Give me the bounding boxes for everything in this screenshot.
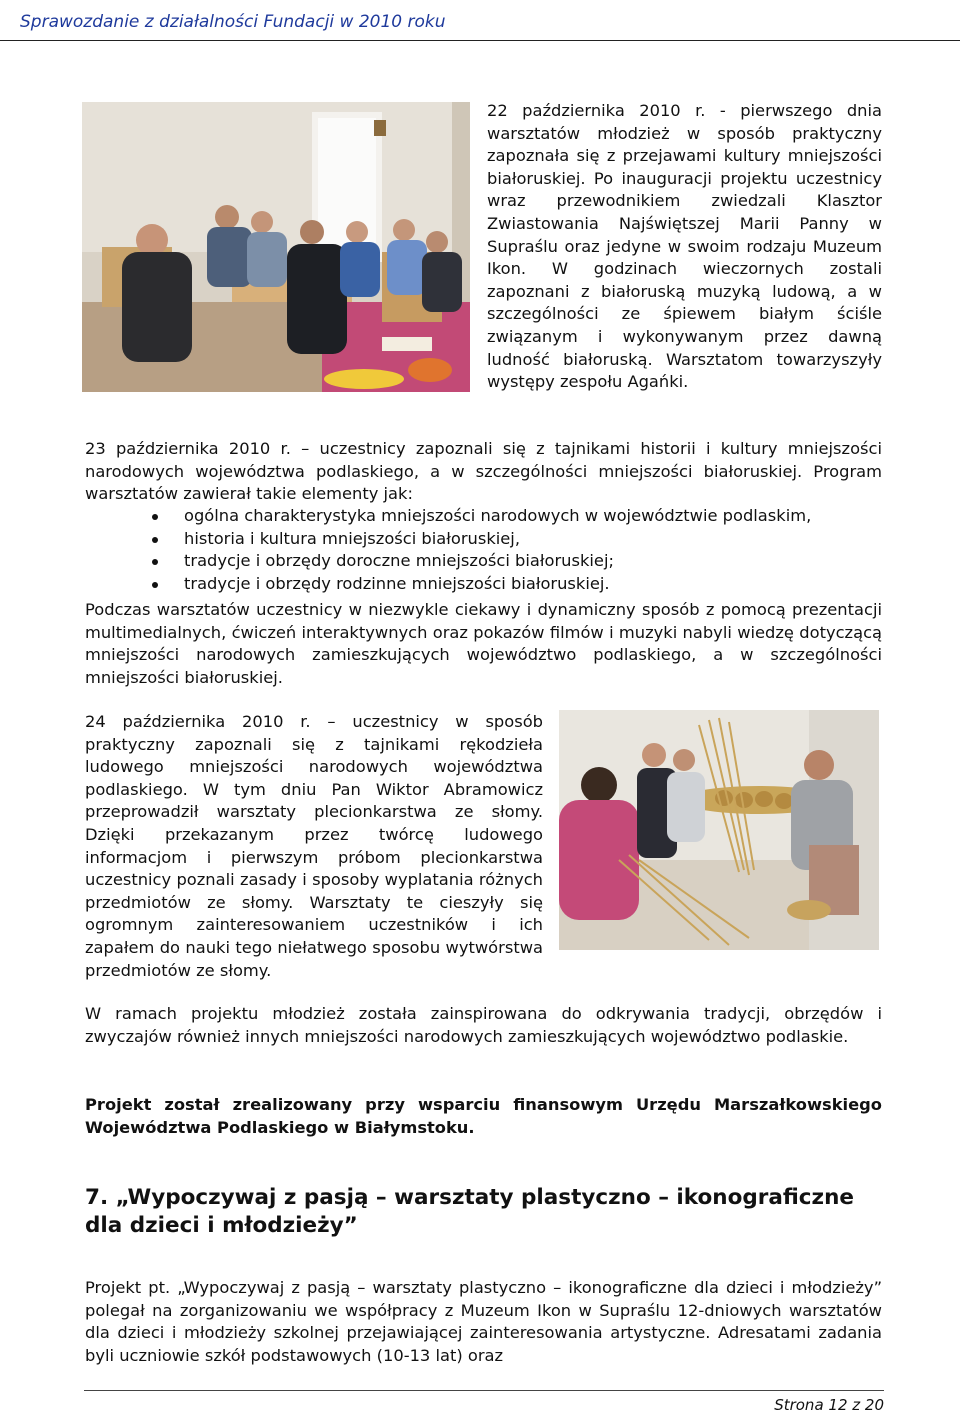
paragraph-inspired: W ramach projektu młodzież została zainspirowana do odkrywania tradycji, obrzędów i zwyczajów również innych mniejszości narodowych zamieszkujących województwo podlaskie.	[85, 1004, 882, 1046]
list-item: tradycje i obrzędy doroczne mniejszości białoruskiej;	[140, 550, 811, 573]
paragraph-during-workshops: Podczas warsztatów uczestnicy w niezwykle ciekawy i dynamiczny sposób z pomocą prezentacji multimedialnych, ćwiczeń interaktywnych oraz pokazów filmów i muzyki nabyli wiedzę dotyczącą mniejszości narodowych zamieszkujących województwo podlaskiego, a w szczególności mniejszości białoruskiej.	[85, 600, 882, 687]
list-item: tradycje i obrzędy rodzinne mniejszości białoruskiej.	[140, 573, 811, 596]
section-heading: 7. „Wypoczywaj z pasją – warsztaty plastyczno – ikonograficzne dla dzieci i młodzieży”	[85, 1185, 854, 1238]
list-item: historia i kultura mniejszości białoruskiej,	[140, 528, 811, 551]
paragraph-october-24: 24 października 2010 r. – uczestnicy w sposób praktyczny zapoznali się z tajnikami rękodzieła ludowego mniejszości narodowych województwa podlaskiego. W tym dniu Pan Wiktor Abramowicz przeprowadził warsztaty plecionkarstwa ze słomy. Dzięki przekazanym przez twórcę ludowego informacjom i pierwszym próbom plecionkarstwa uczestnicy poznali zasady i sposoby wyplatania różnych przedmiotów ze słomy. Warsztaty te cieszyły się ogromnym zainteresowaniem uczestników i ich zapałem do nauki tego niełatwego sposobu wytwórstwa przedmiotów ze słomy.	[85, 712, 543, 980]
list-item: ogólna charakterystyka mniejszości narodowych w województwie podlaskim,	[140, 505, 811, 528]
header-divider	[0, 40, 960, 41]
paragraph-funding: Projekt został zrealizowany przy wsparciu finansowym Urzędu Marszałkowskiego Województwa Podlaskiego w Białymstoku.	[85, 1095, 882, 1137]
photo-workshop-room	[82, 102, 470, 392]
photo-straw-weaving	[559, 710, 879, 950]
page-number: Strona 12 z 20	[774, 1396, 884, 1414]
document-header-title: Sprawozdanie z działalności Fundacji w 2010 roku	[20, 12, 446, 32]
paragraph-october-23: 23 października 2010 r. – uczestnicy zapoznali się z tajnikami historii i kultury mniejszości narodowych województwa podlaskiego, a w szczególności mniejszości białoruskiej. Program warsztatów zawierał takie elementy jak:	[85, 439, 882, 504]
program-list	[140, 505, 811, 595]
paragraph-october-22: 22 października 2010 r. - pierwszego dnia warsztatów młodzież w sposób praktyczny zapoznała się z przejawami kultury mniejszości białoruskiej. Po inauguracji projektu uczestnicy wraz przewodnikiem zwiedzali Klasztor Zwiastowania Najświętszej Marii Panny w Supraślu oraz jedyne w swoim rodzaju Muzeum Ikon. W godzinach wieczornych zostali zapoznani z białoruską muzyką ludową, a w szczególności ze śpiewem białym ściśle związanym i wykonywanym przez dawną ludność białoruską. Warsztatom towarzyszyły występy zespołu Agańki.	[487, 101, 882, 392]
footer-divider	[84, 1390, 884, 1391]
paragraph-project-intro: Projekt pt. „Wypoczywaj z pasją – warsztaty plastyczno – ikonograficzne dla dzieci i młodzieży” polegał na zorganizowaniu we współpracy z Muzeum Ikon w Supraślu 12-dniowych warsztatów dla dzieci i młodzieży szkolnej przejawiającej zainteresowania artystyczne. Adresatami zadania byli uczniowie szkół podstawowych (10-13 lat) oraz	[85, 1278, 882, 1365]
